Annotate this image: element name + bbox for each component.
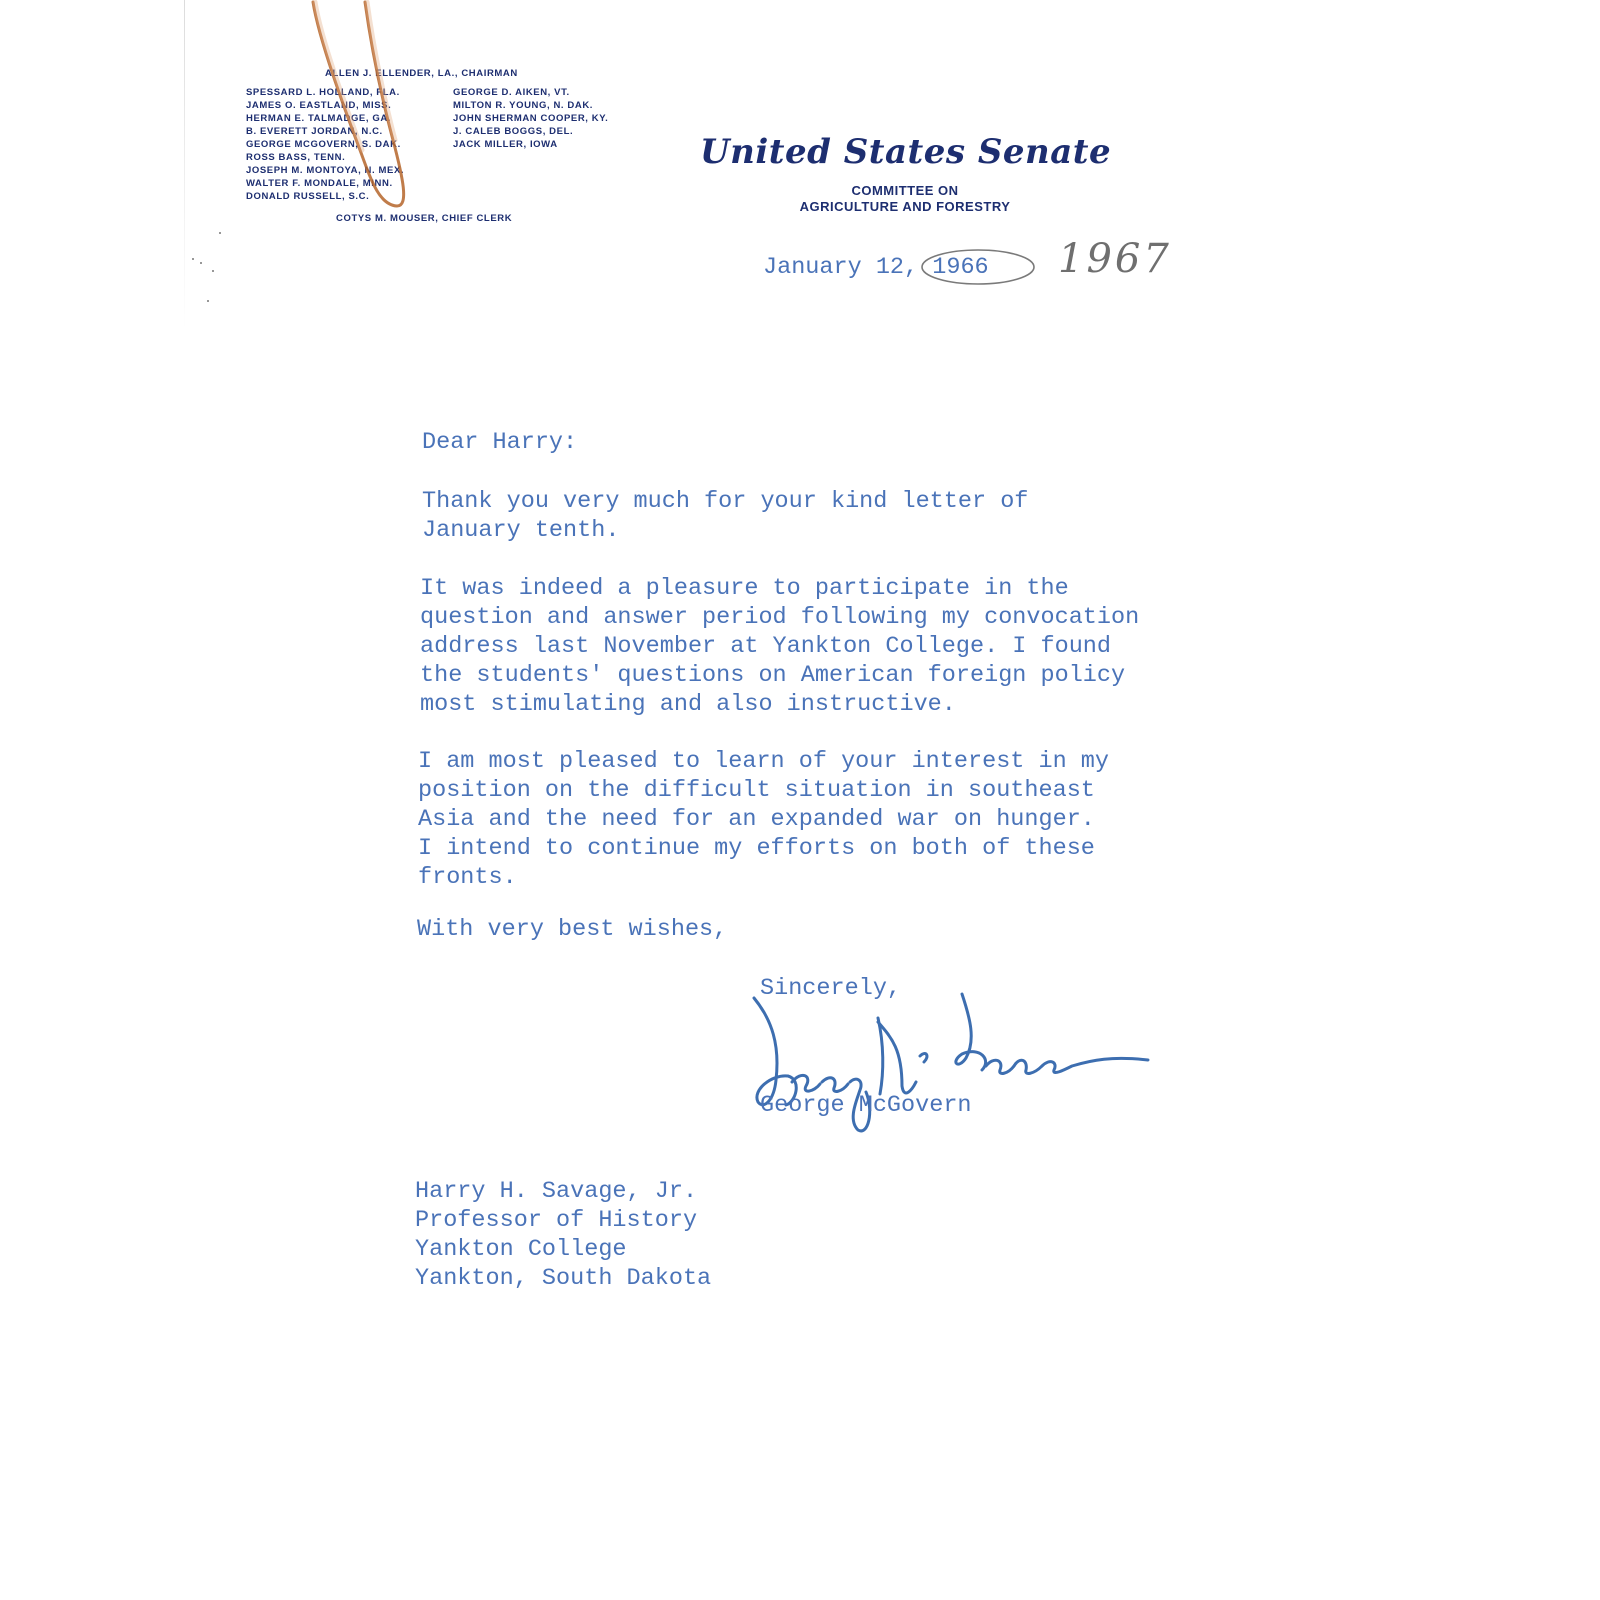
committee-name xyxy=(735,183,1075,215)
address-line: Yankton College xyxy=(415,1236,627,1263)
member: GEORGE D. AIKEN, VT. xyxy=(453,87,570,98)
speck xyxy=(219,232,221,234)
chairman-line: ALLEN J. ELLENDER, LA., CHAIRMAN xyxy=(325,68,518,79)
member: HERMAN E. TALMADGE, GA. xyxy=(246,113,392,124)
paragraph-line: It was indeed a pleasure to participate in the xyxy=(420,575,1069,602)
member: J. CALEB BOGGS, DEL. xyxy=(453,126,574,137)
closing: With very best wishes, xyxy=(417,916,728,943)
speck xyxy=(212,270,214,272)
member: JAMES O. EASTLAND, MISS. xyxy=(246,100,392,111)
member: MILTON R. YOUNG, N. DAK. xyxy=(453,100,594,111)
paragraph-line: I intend to continue my efforts on both of these xyxy=(418,835,1095,862)
address-line: Harry H. Savage, Jr. xyxy=(415,1178,698,1205)
handwritten-year-correction: 1967 xyxy=(1058,236,1172,282)
member: ROSS BASS, TENN. xyxy=(246,152,346,163)
salutation: Dear Harry: xyxy=(422,429,578,456)
address-line: Professor of History xyxy=(415,1207,698,1234)
member: GEORGE MCGOVERN, S. DAK. xyxy=(246,139,401,150)
member: B. EVERETT JORDAN, N.C. xyxy=(246,126,383,137)
address-line: Yankton, South Dakota xyxy=(415,1265,712,1292)
paragraph-1 xyxy=(422,487,1028,545)
member: JOHN SHERMAN COOPER, KY. xyxy=(453,113,609,124)
page-edge xyxy=(184,0,185,330)
paragraph-3 xyxy=(418,747,1109,892)
committee-line-2: AGRICULTURE AND FORESTRY xyxy=(799,199,1011,214)
member: JACK MILLER, IOWA xyxy=(453,139,558,150)
paragraph-line: I am most pleased to learn of your interest in my xyxy=(418,748,1110,775)
hand-drawn-circle xyxy=(918,246,1038,288)
senate-title: United States Senate xyxy=(700,132,1112,172)
sign-off: Sincerely, xyxy=(760,975,902,1002)
paragraph-line: address last November at Yankton College. I found xyxy=(420,633,1112,660)
handwritten-signature xyxy=(752,990,1152,1155)
paragraph-line: position on the difficult situation in southeast xyxy=(418,777,1095,804)
paragraph-line: question and answer period following my convocation xyxy=(420,604,1140,631)
speck xyxy=(192,258,194,260)
member: DONALD RUSSELL, S.C. xyxy=(246,191,370,202)
paragraph-line: Thank you very much for your kind letter of xyxy=(422,488,1029,515)
paragraph-line: January tenth. xyxy=(422,517,620,544)
paragraph-line: fronts. xyxy=(418,864,517,891)
date-prefix: January 12, xyxy=(763,254,919,281)
speck xyxy=(200,262,202,264)
typed-name: George McGovern xyxy=(760,1092,972,1119)
letter-date xyxy=(763,254,989,281)
paragraph-2 xyxy=(420,574,1139,719)
committee-line-1: COMMITTEE ON xyxy=(851,183,959,198)
member: SPESSARD L. HOLLAND, FLA. xyxy=(246,87,400,98)
member: WALTER F. MONDALE, MINN. xyxy=(246,178,393,189)
paperclip-rust-stain xyxy=(305,0,415,215)
chief-clerk-line: COTYS M. MOUSER, CHIEF CLERK xyxy=(336,213,513,224)
paragraph-line: the students' questions on American foreign policy xyxy=(420,662,1126,689)
date-typed-year: 1966 xyxy=(932,254,989,281)
member: JOSEPH M. MONTOYA, N. MEX. xyxy=(246,165,405,176)
paragraph-line: most stimulating and also instructive. xyxy=(420,691,956,718)
recipient-address xyxy=(415,1177,711,1293)
speck xyxy=(207,300,209,302)
paragraph-line: Asia and the need for an expanded war on hunger. xyxy=(418,806,1095,833)
members-right xyxy=(453,86,608,151)
date-typed-year-wrap xyxy=(932,254,988,281)
